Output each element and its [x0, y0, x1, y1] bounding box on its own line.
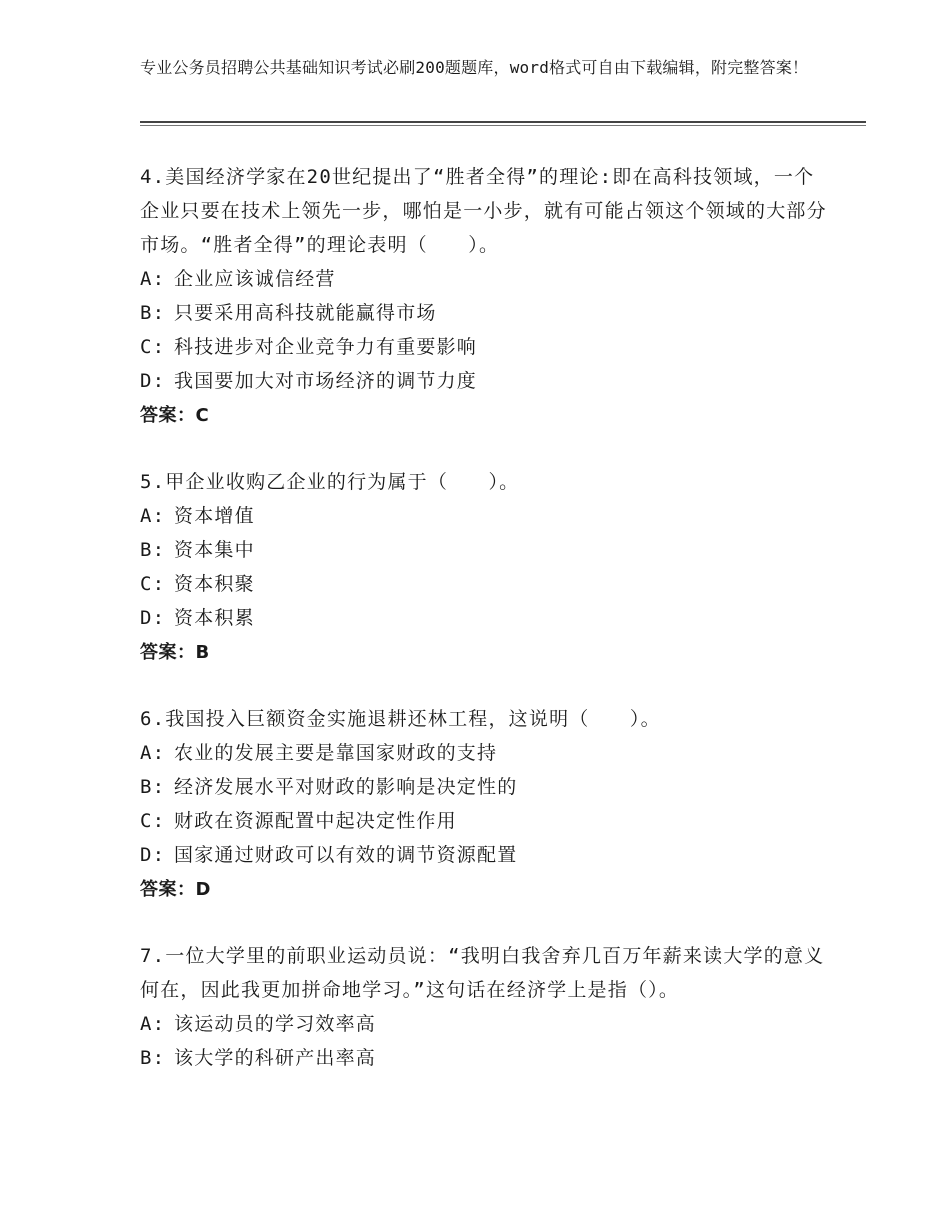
option-text: 该运动员的学习效率高: [174, 1013, 377, 1035]
question-stem: 6.我国投入巨额资金实施退耕还林工程，这说明（ ）。: [140, 708, 661, 730]
option-key: D:: [140, 607, 166, 629]
header-divider-thin: [140, 125, 866, 126]
option-text: 企业应该诚信经营: [174, 268, 336, 290]
document-header: 专业公务员招聘公共基础知识考试必刷200题题库，word格式可自由下载编辑，附完整答案！: [140, 58, 809, 77]
option-key: A:: [140, 742, 166, 764]
option-d: [140, 838, 830, 872]
header-divider-thick: [140, 121, 866, 123]
option-a: [140, 499, 830, 533]
option-key: B:: [140, 1047, 166, 1069]
option-text: 资本增值: [174, 505, 255, 527]
question-4: [140, 160, 830, 434]
option-text: 农业的发展主要是靠国家财政的支持: [174, 742, 498, 764]
option-text: 我国要加大对市场经济的调节力度: [174, 370, 478, 392]
option-text: 资本集中: [174, 539, 255, 561]
option-c: [140, 804, 830, 838]
option-text: 财政在资源配置中起决定性作用: [174, 810, 457, 832]
option-c: [140, 567, 830, 601]
option-a: [140, 262, 830, 296]
question-stem: 4.美国经济学家在20世纪提出了“胜者全得”的理论:即在高科技领域，一个企业只要在技术上领先一步，哪怕是一小步，就有可能占领这个领域的大部分市场。“胜者全得”的理论表明（ ）。: [140, 166, 827, 256]
option-a: [140, 736, 830, 770]
option-b: [140, 1041, 830, 1075]
option-d: [140, 364, 830, 398]
option-b: [140, 770, 830, 804]
option-key: B:: [140, 302, 166, 324]
option-key: D:: [140, 370, 166, 392]
option-key: A:: [140, 268, 166, 290]
answer-line: 答案：B: [140, 642, 210, 663]
option-b: [140, 296, 830, 330]
option-key: B:: [140, 776, 166, 798]
question-6: [140, 702, 830, 908]
question-5: [140, 465, 830, 671]
answer-line: 答案：C: [140, 405, 210, 426]
option-key: A:: [140, 1013, 166, 1035]
option-d: [140, 601, 830, 635]
option-text: 资本积累: [174, 607, 255, 629]
question-stem: 7.一位大学里的前职业运动员说：“我明白我舍弃几百万年薪来读大学的意义何在，因此我更加拼命地学习。”这句话在经济学上是指（）。: [140, 945, 825, 1001]
option-a: [140, 1007, 830, 1041]
option-text: 科技进步对企业竞争力有重要影响: [174, 336, 478, 358]
option-b: [140, 533, 830, 567]
answer-line: 答案：D: [140, 879, 211, 900]
option-key: D:: [140, 844, 166, 866]
option-text: 资本积聚: [174, 573, 255, 595]
question-7: [140, 939, 830, 1075]
question-list: [140, 160, 830, 1106]
option-key: C:: [140, 810, 166, 832]
option-c: [140, 330, 830, 364]
option-text: 经济发展水平对财政的影响是决定性的: [174, 776, 518, 798]
option-text: 国家通过财政可以有效的调节资源配置: [174, 844, 518, 866]
option-text: 只要采用高科技就能赢得市场: [174, 302, 437, 324]
option-key: C:: [140, 336, 166, 358]
option-key: A:: [140, 505, 166, 527]
option-key: C:: [140, 573, 166, 595]
option-key: B:: [140, 539, 166, 561]
question-stem: 5.甲企业收购乙企业的行为属于（ ）。: [140, 471, 520, 493]
option-text: 该大学的科研产出率高: [174, 1047, 377, 1069]
